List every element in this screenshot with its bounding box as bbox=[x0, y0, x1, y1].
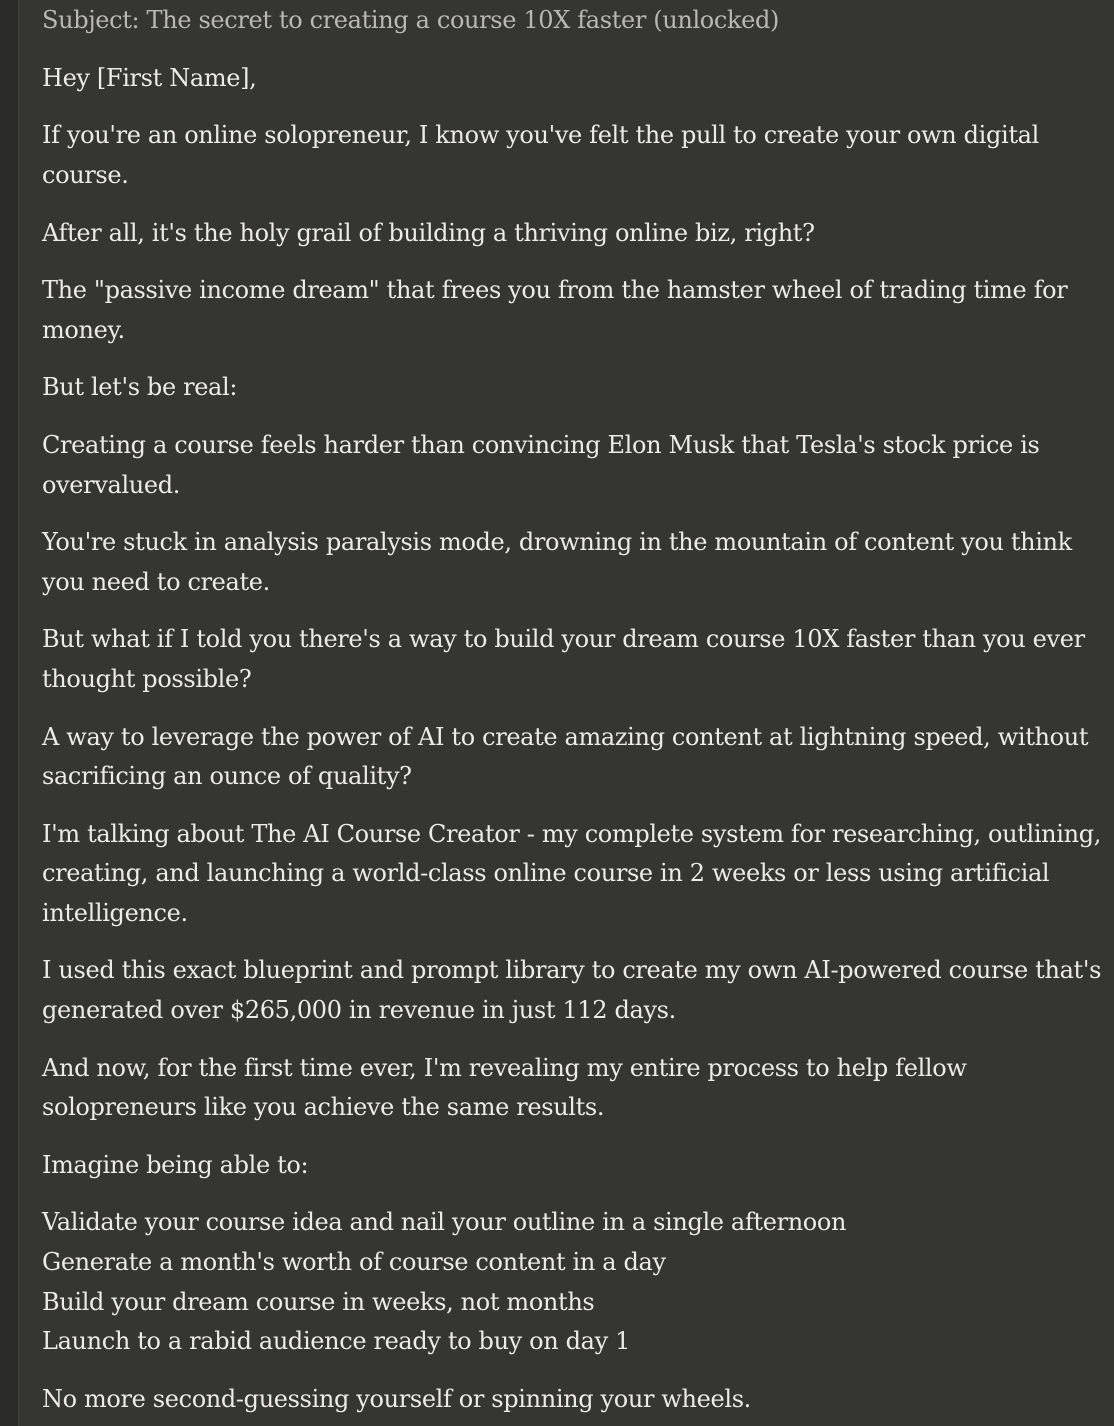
paragraph-2-line-1: After all, it's the holy grail of building a thriving online biz, right? bbox=[42, 219, 815, 247]
paragraph-3-line-1: The "passive income dream" that frees you from the hamster wheel of trading time for bbox=[42, 276, 1068, 304]
paragraph-3-line-2: money. bbox=[42, 316, 125, 344]
email-greeting: Hey [First Name], bbox=[42, 64, 257, 92]
paragraph-9-line-3: intelligence. bbox=[42, 899, 188, 927]
paragraph-6-line-1: You're stuck in analysis paralysis mode, drowning in the mountain of content you think bbox=[42, 528, 1072, 556]
paragraph-1-line-1: If you're an online solopreneur, I know you've felt the pull to create your own digital bbox=[42, 121, 1039, 149]
paragraph-9-line-2: creating, and launching a world-class online course in 2 weeks or less using artificial bbox=[42, 859, 1050, 887]
paragraph-5-line-2: overvalued. bbox=[42, 471, 181, 499]
paragraph-11-line-2: solopreneurs like you achieve the same results. bbox=[42, 1093, 605, 1121]
benefit-line-3: Build your dream course in weeks, not months bbox=[42, 1288, 595, 1316]
benefit-line-2: Generate a month's worth of course content in a day bbox=[42, 1248, 666, 1276]
paragraph-10-line-1: I used this exact blueprint and prompt library to create my own AI-powered course that's bbox=[42, 956, 1102, 984]
left-divider bbox=[18, 0, 19, 1426]
paragraph-4-line-1: But let's be real: bbox=[42, 373, 238, 401]
paragraph-12-line-1: Imagine being able to: bbox=[42, 1151, 309, 1179]
paragraph-9-line-1: I'm talking about The AI Course Creator - my complete system for researching, outlining, bbox=[42, 820, 1102, 848]
paragraph-8-line-1: A way to leverage the power of AI to create amazing content at lightning speed, without bbox=[42, 723, 1089, 751]
paragraph-7-line-2: thought possible? bbox=[42, 665, 252, 693]
paragraph-10-line-2: generated over $265,000 in revenue in just 112 days. bbox=[42, 996, 676, 1024]
paragraph-8-line-2: sacrificing an ounce of quality? bbox=[42, 762, 412, 790]
benefit-line-4: Launch to a rabid audience ready to buy on day 1 bbox=[42, 1327, 631, 1355]
paragraph-7-line-1: But what if I told you there's a way to build your dream course 10X faster than you ever bbox=[42, 625, 1085, 653]
left-gutter bbox=[0, 0, 18, 1426]
paragraph-1-line-2: course. bbox=[42, 161, 129, 189]
paragraph-5-line-1: Creating a course feels harder than convincing Elon Musk that Tesla's stock price is bbox=[42, 431, 1040, 459]
email-subject: Subject: The secret to creating a course 10X faster (unlocked) bbox=[42, 6, 780, 34]
benefit-line-1: Validate your course idea and nail your outline in a single afternoon bbox=[42, 1208, 847, 1236]
paragraph-11-line-1: And now, for the first time ever, I'm revealing my entire process to help fellow bbox=[42, 1054, 967, 1082]
paragraph-14-line-1: No more second-guessing yourself or spinning your wheels. bbox=[42, 1385, 751, 1413]
paragraph-6-line-2: you need to create. bbox=[42, 568, 270, 596]
